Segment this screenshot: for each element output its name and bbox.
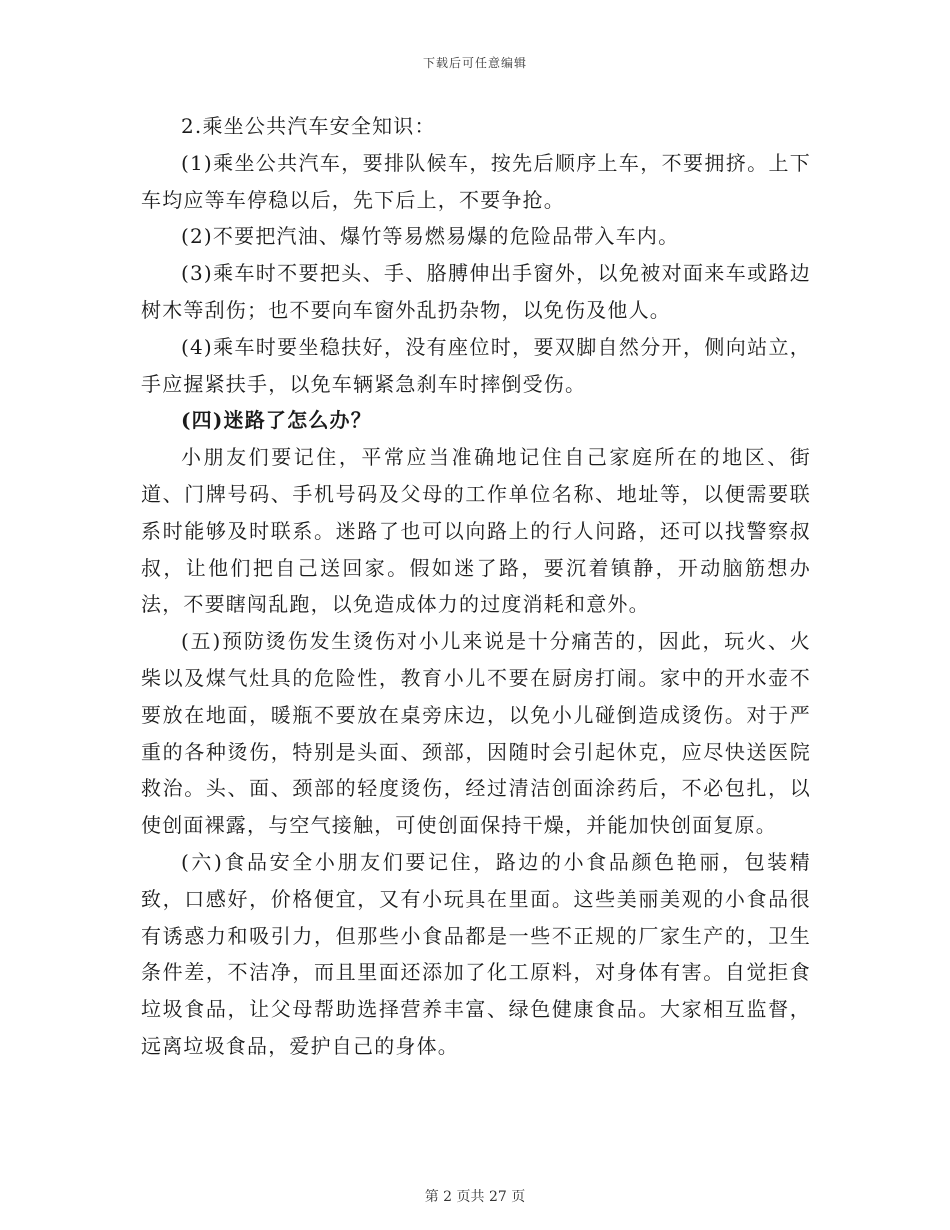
paragraph-lost: 小朋友们要记住，平常应当准确地记住自己家庭所在的地区、街道、门牌号码、手机号码及父母的工作单位名称、地址等，以便需要联系时能够及时联系。迷路了也可以向路上的行人问路，还可以找警察叔叔，让他们把自己送回家。假如迷了路，要沉着镇静，开动脑筋想办法，不要瞎闯乱跑，以免造成体力的过度消耗和意外。	[141, 445, 811, 617]
section-heading-lost: (四)迷路了怎么办？	[181, 408, 372, 433]
paragraph-bus-rule-1: (1)乘坐公共汽车，要排队候车，按先后顺序上车，不要拥挤。上下车均应等车停稳以后，先下后上，不要争抢。	[141, 150, 811, 212]
page-number-footer: 第 2 页共 27 页	[424, 1189, 526, 1205]
document-body	[141, 108, 811, 1065]
page-header-note: 下载后可任意编辑	[422, 56, 527, 70]
paragraph-bus-safety-title: 2.乘坐公共汽车安全知识：	[181, 114, 436, 138]
paragraph-bus-rule-4: (4)乘车时要坐稳扶好，没有座位时，要双脚自然分开，侧向站立，手应握紧扶手，以免车辆紧急刹车时摔倒受伤。	[141, 334, 811, 396]
paragraph-bus-rule-2: (2)不要把汽油、爆竹等易燃易爆的危险品带入车内。	[181, 224, 680, 249]
paragraph-bus-rule-3: (3)乘车时不要把头、手、胳膊伸出手窗外，以免被对面来车或路边树木等刮伤；也不要向车窗外乱扔杂物，以免伤及他人。	[141, 261, 811, 322]
paragraph-food-safety: (六)食品安全小朋友们要记住，路边的小食品颜色艳丽，包装精致，口感好，价格便宜，又有小玩具在里面。这些美丽美观的小食品很有诱惑力和吸引力，但那些小食品都是一些不正规的厂家生产的，卫生条件差，不洁净，而且里面还添加了化工原料，对身体有害。自觉拒食垃圾食品，让父母帮助选择营养丰富、绿色健康食品。大家相互监督，远离垃圾食品，爱护自己的身体。	[141, 849, 811, 1058]
paragraph-burn-prevention: (五)预防烫伤发生烫伤对小儿来说是十分痛苦的，因此，玩火、火柴以及煤气灶具的危险性，教育小儿不要在厨房打闹。家中的开水壶不要放在地面，暖瓶不要放在桌旁床边，以免小儿碰倒造成烫伤。对于严重的各种烫伤，特别是头面、颈部，因随时会引起休克，应尽快送医院救治。头、面、颈部的轻度烫伤，经过清洁创面涂药后，不必包扎，以使创面裸露，与空气接触，可使创面保持干燥，并能加快创面复原。	[141, 629, 811, 838]
